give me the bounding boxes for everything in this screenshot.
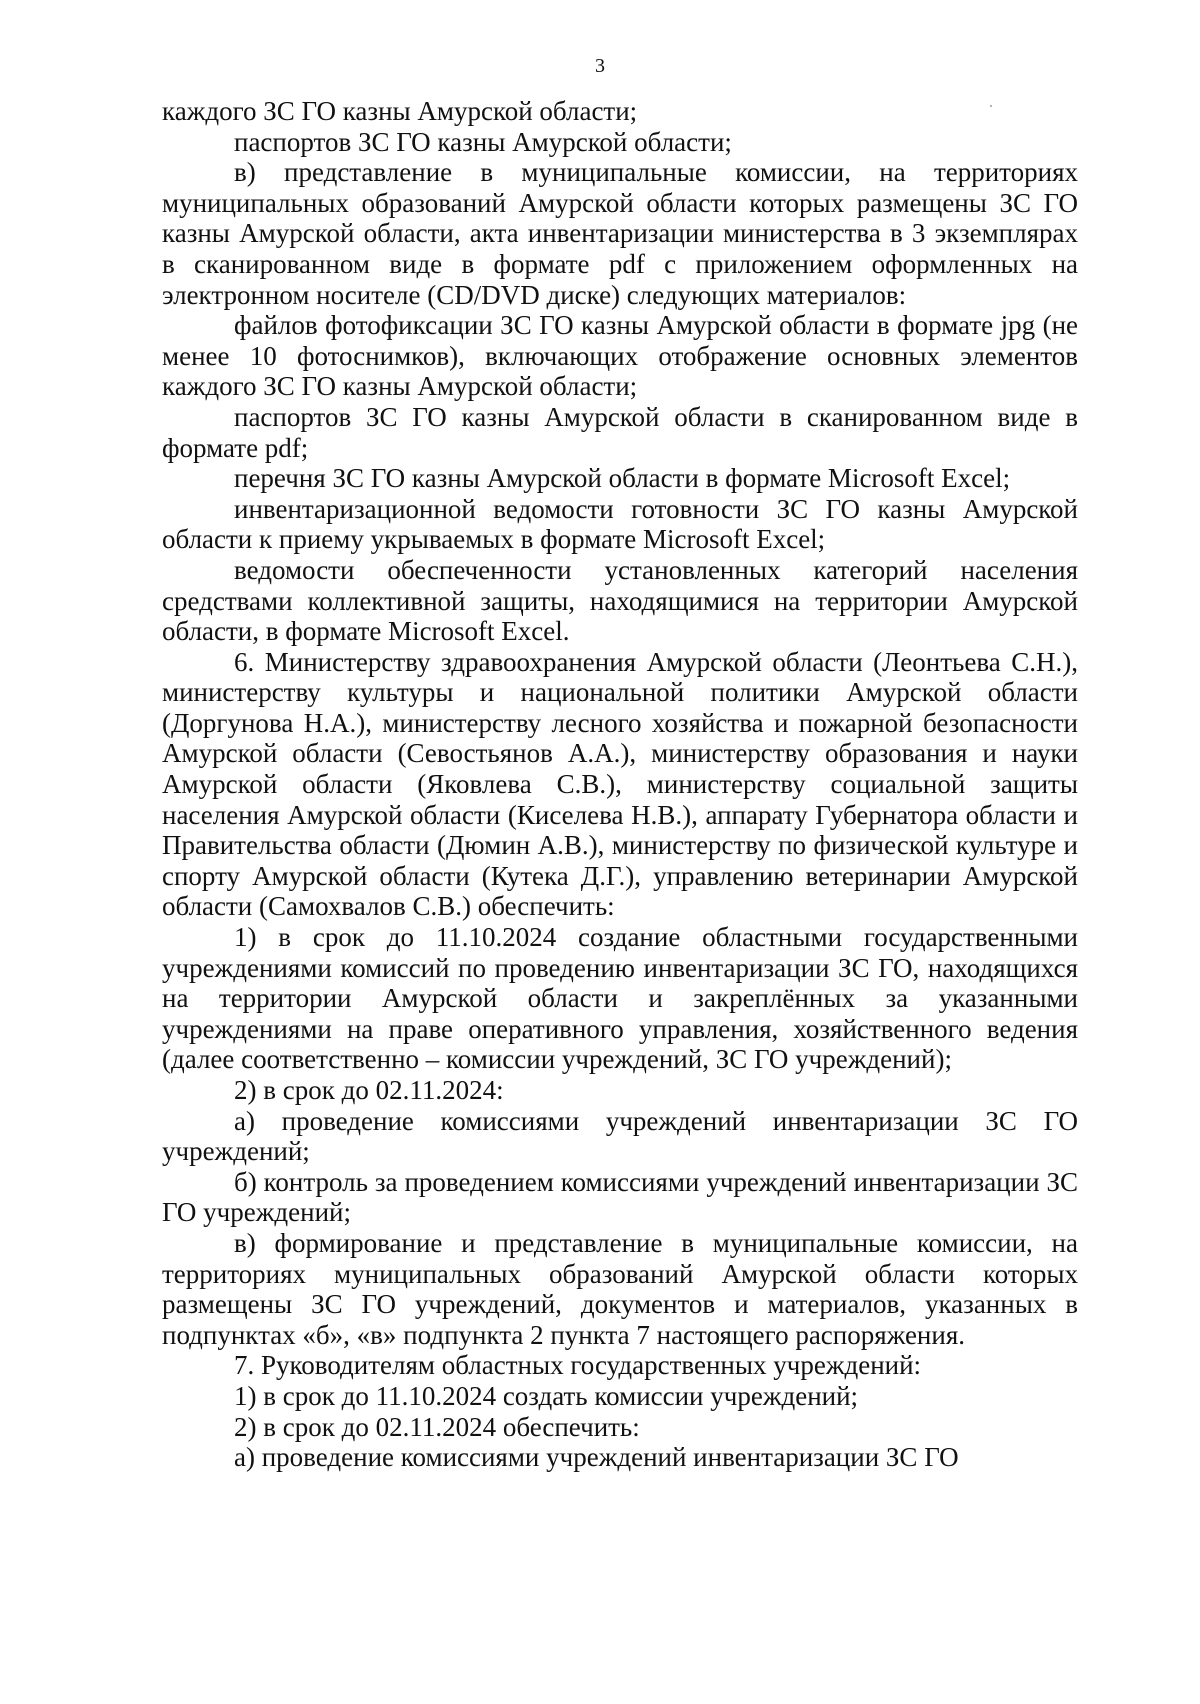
page-number: 3	[595, 55, 605, 77]
paragraph: 2) в срок до 02.11.2024:	[234, 1075, 504, 1105]
document-body	[162, 96, 1078, 1473]
paragraph: перечня ЗС ГО казны Амурской области в формате Microsoft Excel;	[234, 463, 1011, 494]
paragraph: в) формирование и представление в муниципальные комиссии, на территориях муниципальных образований Амурской области которых размещены ЗС ГО учреждений, документов и материалов, указанных в подпунктах «б», «в» подпункта 2 пункта 7 настоящего распоряжения.	[162, 1227, 1078, 1350]
paragraph: 1) в срок до 11.10.2024 создание областными государственными учреждениями комиссий по проведению инвентаризации ЗС ГО, находящихся на территории Амурской области и закреплённых за указанными учреждениями на праве оперативного управления, хозяйственного ведения (далее соответственно – комиссии учреждений, ЗС ГО учреждений);	[162, 922, 1078, 1075]
paragraph: б) контроль за проведением комиссиями учреждений инвентаризации ЗС ГО учреждений;	[162, 1166, 1078, 1228]
paragraph: 7. Руководителям областных государственных учреждений:	[234, 1350, 922, 1381]
paragraph: паспортов ЗС ГО казны Амурской области;	[234, 126, 732, 157]
paragraph: 6. Министерству здравоохранения Амурской области (Леонтьева С.Н.), министерству культуры и национальной политики Амурской области (Доргунова Н.А.), министерству лесного хозяйства и пожарной безопасности Амурской области (Севостьянов А.А.), министерству образования и науки Амурской области (Яковлева С.В.), министерству социальной защиты населения Амурской области (Киселева Н.В.), аппарату Губернатора области и Правительства области (Дюмин А.В.), министерству по физической культуре и спорту Амурской области (Кутека Д.Г.), управлению ветеринарии Амурской области (Самохвалов С.В.) обеспечить:	[162, 646, 1078, 922]
paragraph: а) проведение комиссиями учреждений инвентаризации ЗС ГО учреждений;	[162, 1105, 1078, 1167]
paragraph: ведомости обеспеченности установленных категорий населения средствами коллективной защиты, находящимися на территории Амурской области, в формате Microsoft Excel.	[162, 554, 1078, 647]
paragraph: паспортов ЗС ГО казны Амурской области в сканированном виде в формате pdf;	[162, 401, 1078, 463]
paragraph: а) проведение комиссиями учреждений инвентаризации ЗС ГО	[234, 1442, 959, 1473]
paragraph: 1) в срок до 11.10.2024 создать комиссии учреждений;	[234, 1380, 859, 1411]
paragraph: 2) в срок до 02.11.2024 обеспечить:	[234, 1411, 640, 1442]
paragraph: каждого ЗС ГО казны Амурской области;	[162, 96, 638, 126]
paragraph: файлов фотофиксации ЗС ГО казны Амурской области в формате jpg (не менее 10 фотоснимков), включающих отображение основных элементов каждого ЗС ГО казны Амурской области;	[162, 310, 1078, 402]
paragraph: инвентаризационной ведомости готовности ЗС ГО казны Амурской области к приему укрываемых в формате Microsoft Excel;	[162, 493, 1078, 555]
paragraph: в) представление в муниципальные комиссии, на территориях муниципальных образований Амурской области которых размещены ЗС ГО казны Амурской области, акта инвентаризации министерства в 3 экземплярах в сканированном виде в формате pdf с приложением оформленных на электронном носителе (CD/DVD диске) следующих материалов:	[162, 157, 1078, 310]
